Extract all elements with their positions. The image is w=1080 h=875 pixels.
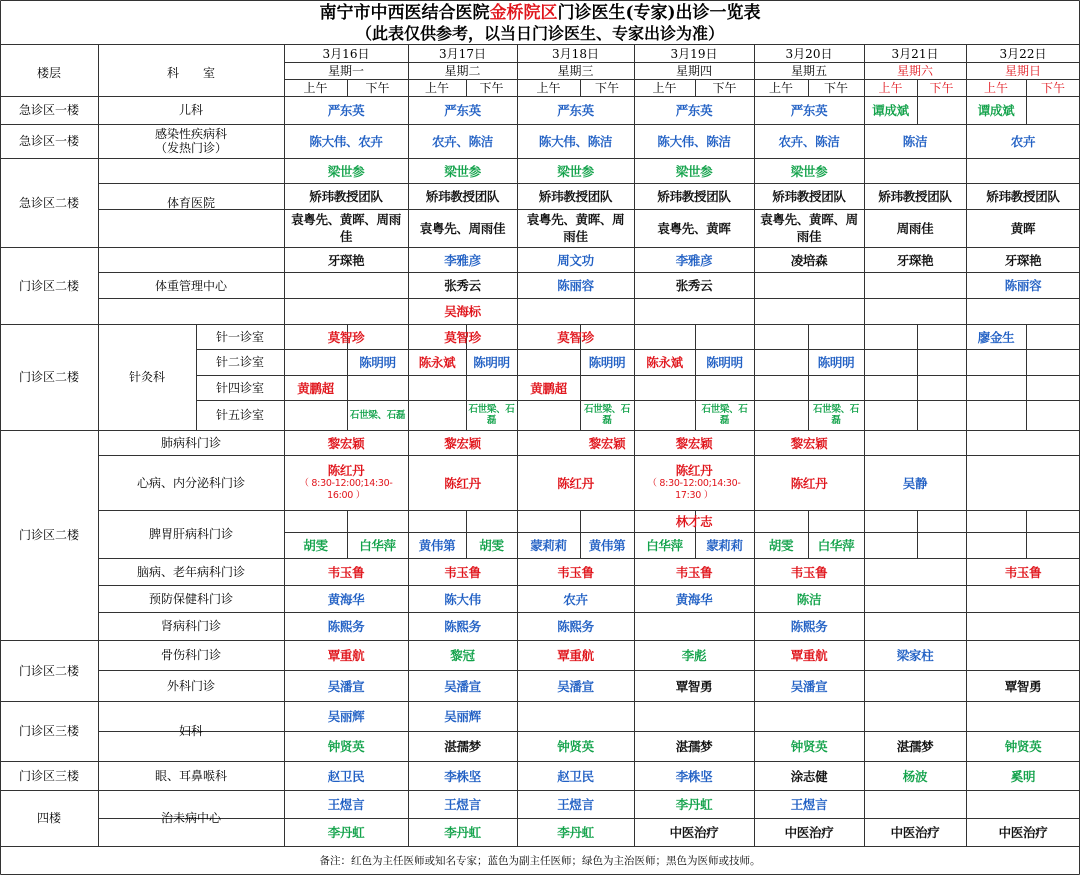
doctor-cell: 黄鹏超 bbox=[530, 380, 567, 396]
doctor-cell: 韦玉鲁 bbox=[1004, 564, 1042, 580]
doctor-cell: 严东英 bbox=[790, 103, 828, 118]
doctor-cell: 石世梁、石磊 bbox=[468, 404, 515, 426]
doctor-cell: 梁世参 bbox=[790, 163, 828, 179]
dept-label: 预防保健科门诊 bbox=[148, 591, 233, 606]
doctor-cell: 牙琛艳 bbox=[896, 252, 934, 268]
date-header: 3月16日 bbox=[322, 46, 370, 61]
floor-label: 急诊区一楼 bbox=[18, 103, 79, 117]
doctor-cell: 钟贤英 bbox=[557, 739, 594, 754]
doctor-cell: 李雅彦 bbox=[444, 252, 481, 268]
floor-label: 门诊区二楼 bbox=[18, 370, 79, 384]
doctor-cell: 李丹虹 bbox=[675, 797, 713, 812]
doctor-cell: 谭成斌 bbox=[977, 103, 1015, 118]
doctor-cell: 吴丽辉 bbox=[444, 709, 481, 724]
weekday-header: 星期日 bbox=[1004, 64, 1041, 78]
doctor-cell: 陈红丹 bbox=[557, 475, 594, 491]
doctor-cell: 石世梁、石磊 bbox=[701, 404, 748, 426]
doctor-cell: 陈明明 bbox=[706, 355, 743, 370]
am-header: 上午 bbox=[768, 81, 793, 95]
doctor-cell: 陈丽容 bbox=[1004, 278, 1042, 293]
doctor-cell: 李丹虹 bbox=[444, 825, 481, 840]
doctor-cell: 李株坚 bbox=[444, 768, 481, 784]
dept-label-line: 感染性疾病科 bbox=[154, 127, 227, 141]
weekday-header: 星期五 bbox=[790, 64, 827, 78]
am-header: 上午 bbox=[303, 81, 328, 95]
doctor-cell: 周文功 bbox=[557, 252, 594, 268]
dept-label: 外科门诊 bbox=[166, 678, 215, 693]
doctor-cell: 钟贤英 bbox=[327, 739, 365, 754]
doctor-cell: 周雨佳 bbox=[896, 221, 934, 236]
doctor-cell: 陈熙务 bbox=[444, 619, 481, 634]
doctor-cell: 袁粤先、黄晖 bbox=[657, 221, 731, 236]
clinic-hours: （ 8:30-12:00;14:30-17:30 ） bbox=[647, 477, 741, 501]
doctor-name: 陈红丹 bbox=[327, 462, 365, 478]
doctor-cell: 石世梁、石磊 bbox=[349, 409, 406, 421]
doctor-cell: 张秀云 bbox=[675, 278, 713, 293]
doctor-cell: 张秀云 bbox=[444, 278, 481, 293]
date-header: 3月21日 bbox=[891, 46, 939, 61]
doctor-cell: 韦玉鲁 bbox=[444, 564, 481, 580]
floor-label: 急诊区二楼 bbox=[18, 195, 79, 210]
doctor-cell: 农卉、陈洁 bbox=[778, 134, 840, 149]
pm-header: 下午 bbox=[1040, 81, 1065, 95]
doctor-cell: 黄伟第 bbox=[418, 538, 456, 553]
date-header: 3月18日 bbox=[552, 46, 599, 61]
doctor-cell: 黄鹏超 bbox=[297, 380, 334, 396]
doctor-cell: 李株坚 bbox=[675, 768, 713, 784]
doctor-cell: 王煜言 bbox=[790, 797, 828, 812]
doctor-cell: 王煜言 bbox=[557, 797, 594, 812]
doctor-cell: 中医治疗 bbox=[890, 825, 940, 840]
doctor-cell: 矫玮教授团队 bbox=[538, 189, 613, 204]
doctor-cell: 白华萍 bbox=[359, 538, 396, 553]
doctor-cell: 矫玮教授团队 bbox=[986, 189, 1060, 204]
doctor-cell: 石世梁、石磊 bbox=[583, 404, 630, 426]
floor-label: 门诊区二楼 bbox=[18, 278, 79, 293]
footnote: 备注：红色为主任医师或知名专家；蓝色为副主任医师；绿色为主治医师；黑色为医师或技师。 bbox=[319, 854, 761, 867]
doctor-cell: 李彪 bbox=[681, 648, 707, 663]
doctor-cell: 湛孺梦 bbox=[675, 739, 713, 754]
doctor-cell: 黄海华 bbox=[675, 591, 713, 607]
dept-label: 体育医院 bbox=[166, 195, 215, 210]
doctor-cell: 涂志健 bbox=[790, 768, 828, 784]
date-header: 3月17日 bbox=[439, 46, 486, 61]
doctor-cell: 陈明明 bbox=[359, 355, 396, 370]
am-header: 上午 bbox=[878, 81, 903, 95]
doctor-cell: 矫玮教授团队 bbox=[878, 189, 952, 204]
doctor-cell bbox=[284, 455, 408, 510]
doctor-cell: 梁世参 bbox=[675, 163, 713, 179]
doctor-cell: 钟贤英 bbox=[790, 739, 828, 754]
doctor-cell: 梁世参 bbox=[327, 163, 365, 179]
doctor-cell: 黎宏颖 bbox=[790, 435, 828, 451]
doctor-cell: 韦玉鲁 bbox=[790, 564, 828, 580]
doctor-cell: 陈大伟 bbox=[444, 591, 481, 607]
doctor-cell: 陈熙务 bbox=[557, 619, 594, 634]
doctor-cell: 莫智珍 bbox=[327, 329, 365, 345]
doctor-cell: 韦玉鲁 bbox=[675, 564, 713, 580]
doctor-cell: 陈红丹 bbox=[790, 475, 828, 491]
doctor-cell: 覃重航 bbox=[790, 648, 828, 663]
doctor-cell: 李丹虹 bbox=[557, 825, 594, 840]
doctor-cell: 严东英 bbox=[557, 103, 594, 118]
doctor-cell: 杨波 bbox=[902, 768, 928, 784]
date-header: 3月20日 bbox=[785, 46, 833, 61]
doctor-cell: 中医治疗 bbox=[784, 825, 834, 840]
room-label: 针四诊室 bbox=[215, 380, 264, 395]
room-label: 针五诊室 bbox=[215, 408, 264, 422]
dept-label: 心病、内分泌科门诊 bbox=[136, 475, 245, 490]
doctor-cell: 牙琛艳 bbox=[327, 252, 365, 268]
doctor-cell: 林才志 bbox=[675, 514, 713, 529]
doctor-cell: 陈洁 bbox=[796, 591, 822, 607]
doctor-cell: 吴潘宣 bbox=[327, 678, 365, 694]
doctor-cell: 矫玮教授团队 bbox=[657, 189, 731, 204]
doctor-cell: 吴海标 bbox=[444, 304, 481, 319]
dept-label: 肾病科门诊 bbox=[160, 619, 221, 633]
am-header: 上午 bbox=[652, 81, 677, 95]
doctor-cell: 袁粤先、黄晖、周雨佳 bbox=[760, 212, 858, 244]
doctor-cell: 农卉 bbox=[1010, 134, 1036, 149]
dept-label: 儿科 bbox=[178, 103, 203, 117]
doctor-cell: 陈大伟、陈洁 bbox=[657, 134, 731, 149]
am-header: 上午 bbox=[424, 81, 449, 95]
title-highlight: 金桥院区 bbox=[489, 3, 558, 23]
doctor-cell: 黎宏颖 bbox=[327, 435, 365, 451]
date-header: 3月22日 bbox=[999, 46, 1047, 61]
dept-label bbox=[98, 124, 284, 158]
doctor-cell: 覃重航 bbox=[557, 648, 594, 663]
doctor-cell: 矫玮教授团队 bbox=[425, 189, 500, 204]
doctor-cell: 韦玉鲁 bbox=[557, 564, 594, 580]
doctor-cell: 陈明明 bbox=[588, 355, 626, 370]
pm-header: 下午 bbox=[479, 81, 504, 95]
doctor-cell: 梁世参 bbox=[557, 163, 594, 179]
doctor-cell: 胡雯 bbox=[768, 538, 794, 553]
doctor-cell: 陈永斌 bbox=[418, 355, 456, 370]
doctor-cell: 赵卫民 bbox=[557, 768, 594, 784]
doctor-cell: 农卉 bbox=[563, 591, 588, 607]
doctor-cell: 吴潘宣 bbox=[790, 678, 828, 694]
dept-label: 肺病科门诊 bbox=[160, 435, 221, 450]
floor-label: 门诊区三楼 bbox=[18, 768, 79, 783]
doctor-cell: 陈丽容 bbox=[557, 278, 594, 293]
dept-header: 科 室 bbox=[166, 65, 215, 80]
doctor-cell: 陈大伟、陈洁 bbox=[538, 134, 613, 149]
doctor-cell: 中医治疗 bbox=[669, 825, 719, 840]
doctor-cell: 莫智珍 bbox=[557, 329, 594, 345]
doctor-cell: 谭成斌 bbox=[872, 103, 909, 118]
doctor-cell: 黄海华 bbox=[327, 591, 365, 607]
doctor-cell: 袁粤先、黄晖、周雨佳 bbox=[291, 212, 401, 244]
doctor-cell: 凌培森 bbox=[790, 252, 828, 268]
dept-label: 眼、耳鼻喉科 bbox=[154, 768, 227, 783]
doctor-cell: 赵卫民 bbox=[327, 768, 365, 784]
doctor-name: 陈红丹 bbox=[675, 462, 713, 478]
doctor-cell: 蒙莉莉 bbox=[530, 538, 567, 553]
pm-header: 下午 bbox=[929, 81, 954, 95]
doctor-cell: 黎宏颖 bbox=[588, 435, 626, 451]
doctor-cell: 中医治疗 bbox=[998, 825, 1048, 840]
doctor-cell: 吴静 bbox=[902, 475, 928, 491]
doctor-cell: 覃智勇 bbox=[1004, 678, 1042, 694]
am-header: 上午 bbox=[983, 81, 1008, 95]
clinic-hours: （ 8:30-12:00;14:30-16:00 ） bbox=[299, 477, 393, 501]
doctor-cell: 钟贤英 bbox=[1004, 739, 1042, 754]
weekday-header: 星期四 bbox=[675, 64, 712, 78]
doctor-cell: 蒙莉莉 bbox=[706, 538, 743, 553]
doctor-cell: 陈红丹 bbox=[444, 475, 481, 491]
title-suffix: 门诊医生(专家)出诊一览表 bbox=[557, 3, 761, 23]
dept-label: 治未病中心 bbox=[160, 811, 221, 825]
doctor-cell: 奚明 bbox=[1010, 768, 1036, 784]
floor-label: 门诊区三楼 bbox=[18, 724, 79, 738]
dept-label: 体重管理中心 bbox=[154, 278, 227, 293]
doctor-cell: 湛孺梦 bbox=[896, 739, 934, 754]
doctor-cell: 黎宏颖 bbox=[444, 435, 481, 451]
doctor-cell: 吴丽辉 bbox=[327, 709, 365, 724]
doctor-cell: 吴潘宣 bbox=[444, 678, 481, 694]
doctor-cell: 梁世参 bbox=[444, 163, 481, 179]
pm-header: 下午 bbox=[594, 81, 619, 95]
doctor-cell: 牙琛艳 bbox=[1004, 252, 1042, 268]
doctor-cell: 白华萍 bbox=[646, 538, 683, 553]
room-label: 针二诊室 bbox=[215, 355, 264, 369]
doctor-cell bbox=[634, 455, 754, 510]
doctor-cell: 黄晖 bbox=[1010, 221, 1036, 236]
doctor-cell: 李丹虹 bbox=[327, 825, 365, 840]
doctor-cell: 胡雯 bbox=[303, 538, 328, 553]
pm-header: 下午 bbox=[365, 81, 390, 95]
doctor-cell: 王煜言 bbox=[444, 797, 481, 812]
doctor-cell: 白华萍 bbox=[817, 538, 855, 553]
doctor-cell: 黎冠 bbox=[450, 648, 475, 663]
am-header: 上午 bbox=[536, 81, 561, 95]
doctor-cell: 覃重航 bbox=[327, 648, 365, 663]
dept-label: 针灸科 bbox=[128, 370, 165, 384]
doctor-cell: 袁粤先、黄晖、周雨佳 bbox=[526, 212, 625, 244]
doctor-cell: 黄伟第 bbox=[588, 538, 626, 553]
room-label: 针一诊室 bbox=[215, 329, 264, 344]
weekday-header: 星期六 bbox=[896, 64, 933, 78]
dept-label: 妇科 bbox=[178, 724, 203, 738]
doctor-cell: 梁家柱 bbox=[896, 648, 934, 663]
floor-label: 四楼 bbox=[36, 811, 61, 825]
doctor-cell: 廖金生 bbox=[977, 329, 1015, 345]
doctor-cell: 黎宏颖 bbox=[675, 435, 713, 451]
doctor-cell: 陈洁 bbox=[902, 134, 928, 149]
weekday-header: 星期一 bbox=[327, 64, 364, 78]
date-header: 3月19日 bbox=[670, 46, 718, 61]
doctor-cell: 覃智勇 bbox=[675, 678, 713, 694]
doctor-cell: 陈熙务 bbox=[327, 619, 365, 634]
pm-header: 下午 bbox=[823, 81, 848, 95]
doctor-cell: 袁粤先、周雨佳 bbox=[419, 221, 506, 236]
doctor-cell: 陈明明 bbox=[817, 355, 855, 370]
floor-header: 楼层 bbox=[36, 65, 61, 80]
floor-label: 门诊区二楼 bbox=[18, 663, 79, 678]
doctor-cell: 石世梁、石磊 bbox=[812, 404, 859, 426]
dept-label: 骨伤科门诊 bbox=[160, 648, 221, 662]
doctor-cell: 陈永斌 bbox=[646, 355, 683, 370]
page-subtitle: （此表仅供参考，以当日门诊医生、专家出诊为准） bbox=[355, 24, 724, 43]
doctor-cell: 矫玮教授团队 bbox=[309, 189, 383, 204]
doctor-cell: 莫智珍 bbox=[444, 329, 481, 345]
dept-label: 脑病、老年病科门诊 bbox=[136, 564, 245, 579]
doctor-cell: 严东英 bbox=[675, 103, 713, 118]
doctor-cell: 严东英 bbox=[327, 103, 365, 118]
doctor-cell: 王煜言 bbox=[327, 797, 365, 812]
dept-label-line: （发热门诊） bbox=[154, 141, 227, 155]
doctor-cell: 李雅彦 bbox=[675, 252, 713, 268]
floor-label: 门诊区二楼 bbox=[18, 528, 79, 542]
doctor-cell: 陈大伟、农卉 bbox=[309, 134, 383, 149]
doctor-cell: 湛孺梦 bbox=[444, 739, 481, 754]
dept-label: 脾胃肝病科门诊 bbox=[148, 527, 233, 541]
doctor-cell: 矫玮教授团队 bbox=[772, 189, 846, 204]
doctor-cell: 陈熙务 bbox=[790, 619, 828, 634]
doctor-cell: 农卉、陈洁 bbox=[431, 134, 493, 149]
weekday-header: 星期三 bbox=[557, 64, 594, 78]
title-prefix: 南宁市中西医结合医院 bbox=[319, 3, 490, 23]
floor-label: 急诊区一楼 bbox=[18, 134, 79, 148]
doctor-cell: 严东英 bbox=[444, 103, 481, 118]
doctor-cell: 胡雯 bbox=[479, 538, 504, 553]
pm-header: 下午 bbox=[712, 81, 737, 95]
weekday-header: 星期二 bbox=[444, 64, 481, 78]
doctor-cell: 吴潘宣 bbox=[557, 678, 594, 694]
doctor-cell: 韦玉鲁 bbox=[327, 564, 365, 580]
doctor-cell: 陈明明 bbox=[473, 355, 510, 370]
